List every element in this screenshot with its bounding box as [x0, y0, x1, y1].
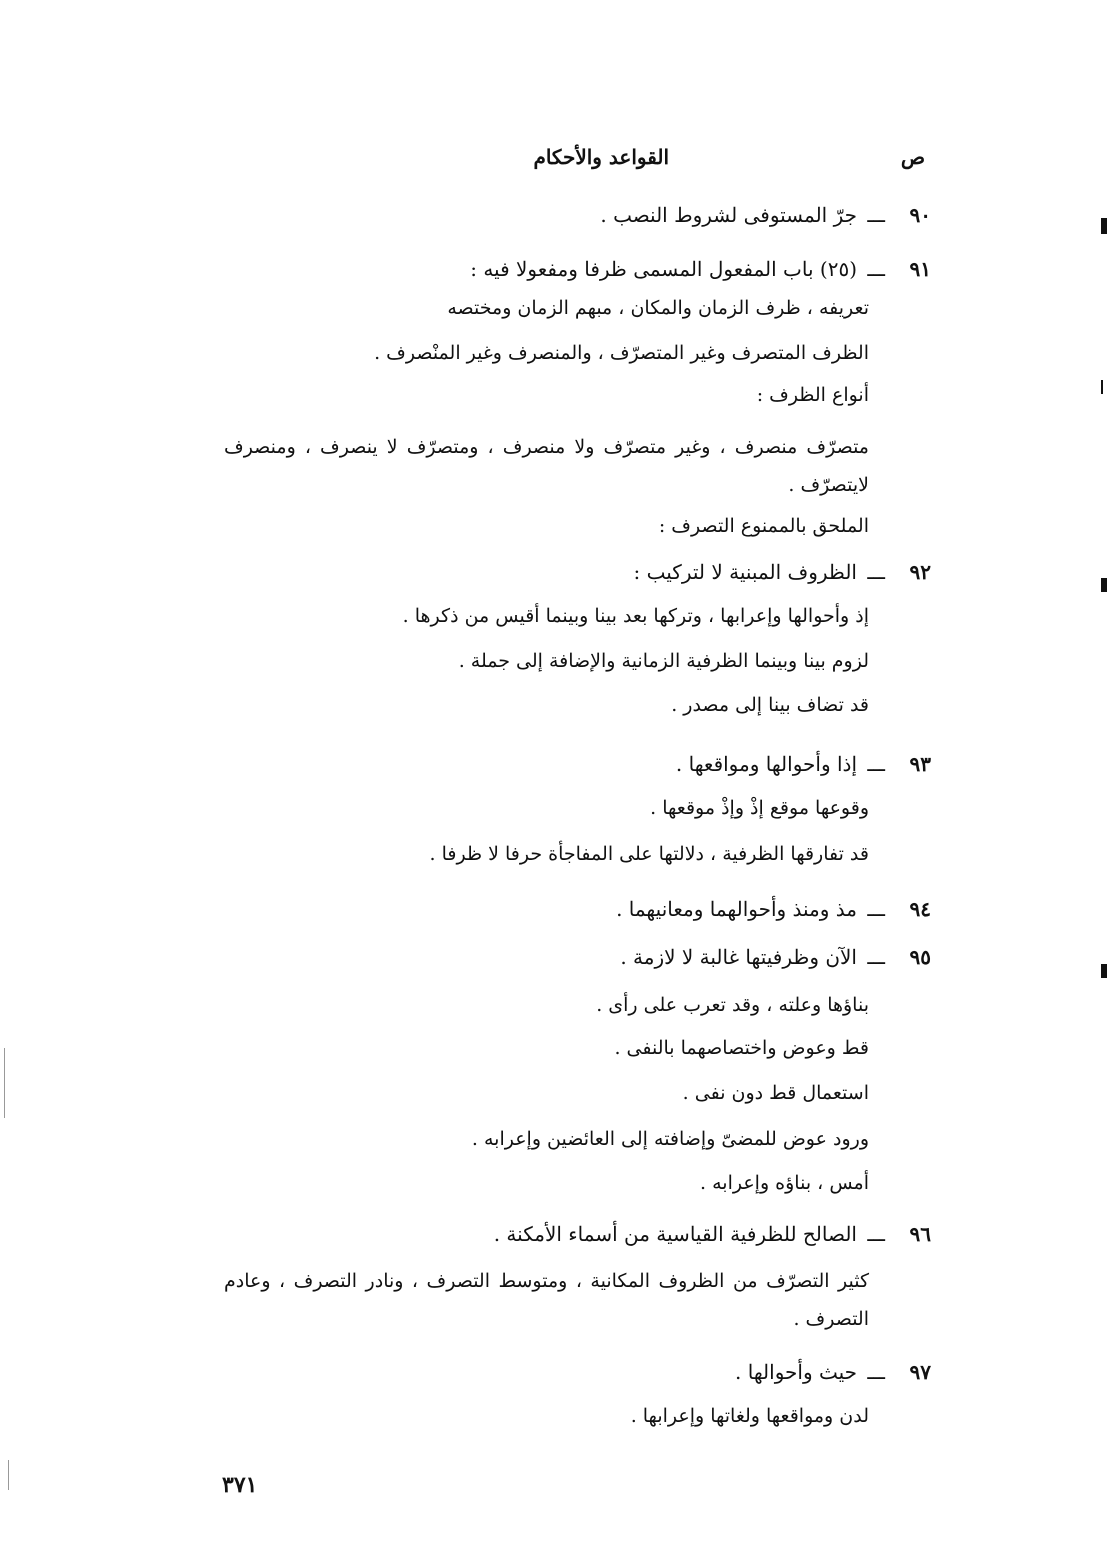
page-number: ٣٧١: [222, 1472, 258, 1498]
entry-dash: ـــ: [867, 1222, 885, 1246]
entry-dash: ـــ: [867, 1360, 885, 1384]
entry-subitem: لدن ومواقعها ولغاتها وإعرابها .: [630, 1405, 869, 1427]
entry-subitem: تعريفه ، ظرف الزمان والمكان ، مبهم الزمان ومختصه: [447, 297, 869, 319]
entry-title: (٢٥) باب المفعول المسمى ظرفا ومفعولا فيه :: [470, 257, 857, 281]
header-topic-column: القواعد والأحكام: [533, 145, 669, 169]
entry-number: ٩٢: [909, 560, 931, 584]
scan-mark: [1101, 218, 1107, 234]
entry-subitem: لزوم بينا وبينما الظرفية الزمانية والإضافة إلى جملة .: [458, 650, 869, 672]
entry-title: مذ ومنذ وأحوالهما ومعانيهما .: [616, 897, 857, 921]
entry-subitem: قد تفارقها الظرفية ، دلالتها على المفاجأة حرفا لا ظرفا .: [429, 843, 869, 865]
scan-mark: [8, 1460, 9, 1490]
entry-dash: ـــ: [867, 203, 885, 227]
entry-number: ٩٤: [909, 897, 931, 921]
entry-subitem: أمس ، بناؤه وإعرابه .: [700, 1172, 869, 1194]
scan-mark: [1101, 380, 1103, 394]
scan-mark: [4, 1048, 5, 1118]
entry-subitem: بناؤها وعلته ، وقد تعرب على رأى .: [596, 994, 869, 1016]
entry-subitem: متصرّف منصرف ، وغير متصرّف ولا منصرف ، ومتصرّف لا ينصرف ، ومنصرف لايتصرّف .: [224, 436, 869, 496]
header-page-column: ص: [900, 145, 925, 169]
entry-subitem: كثير التصرّف من الظروف المكانية ، ومتوسط التصرف ، ونادر التصرف ، وعادم التصرف .: [224, 1270, 869, 1330]
entry-title: جرّ المستوفى لشروط النصب .: [600, 203, 857, 227]
entry-dash: ـــ: [867, 752, 885, 776]
entry-dash: ـــ: [867, 257, 885, 281]
entry-subitem: إذ وأحوالها وإعرابها ، وتركها بعد بينا وبينما أقيس من ذكرها .: [402, 605, 869, 627]
entry-title: حيث وأحوالها .: [735, 1360, 857, 1384]
entry-subitem: قط وعوض واختصاصهما بالنفى .: [614, 1037, 869, 1059]
entry-subitem: أنواع الظرف :: [756, 384, 869, 406]
entry-number: ٩٦: [909, 1222, 931, 1246]
entry-dash: ـــ: [867, 560, 885, 584]
entry-title: الصالح للظرفية القياسية من أسماء الأمكنة .: [493, 1222, 857, 1246]
entry-title: الظروف المبنية لا لتركيب :: [633, 560, 857, 584]
entry-number: ٩٥: [909, 945, 931, 969]
entry-subitem: الملحق بالممنوع التصرف :: [658, 515, 869, 537]
entry-number: ٩٠: [909, 203, 931, 227]
entry-subitem: ورود عوض للمضىّ وإضافته إلى العائضين وإعرابه .: [471, 1128, 869, 1150]
entry-number: ٩٧: [909, 1360, 931, 1384]
entry-subitem: قد تضاف بينا إلى مصدر .: [671, 694, 869, 716]
entry-subitem: وقوعها موقع إذْ وإذْ موقعها .: [650, 797, 869, 819]
scan-mark: [1101, 964, 1107, 978]
entry-number: ٩٣: [909, 752, 931, 776]
entry-subitem: الظرف المتصرف وغير المتصرّف ، والمنصرف وغير المنْصرف .: [374, 342, 869, 364]
entry-dash: ـــ: [867, 945, 885, 969]
entry-subitem: استعمال قط دون نفى .: [682, 1082, 869, 1104]
entry-title: الآن وظرفيتها غالبة لا لازمة .: [620, 945, 857, 969]
entry-title: إذا وأحوالها ومواقعها .: [675, 752, 857, 776]
scan-mark: [1101, 578, 1107, 592]
entry-number: ٩١: [909, 257, 931, 281]
entry-dash: ـــ: [867, 897, 885, 921]
